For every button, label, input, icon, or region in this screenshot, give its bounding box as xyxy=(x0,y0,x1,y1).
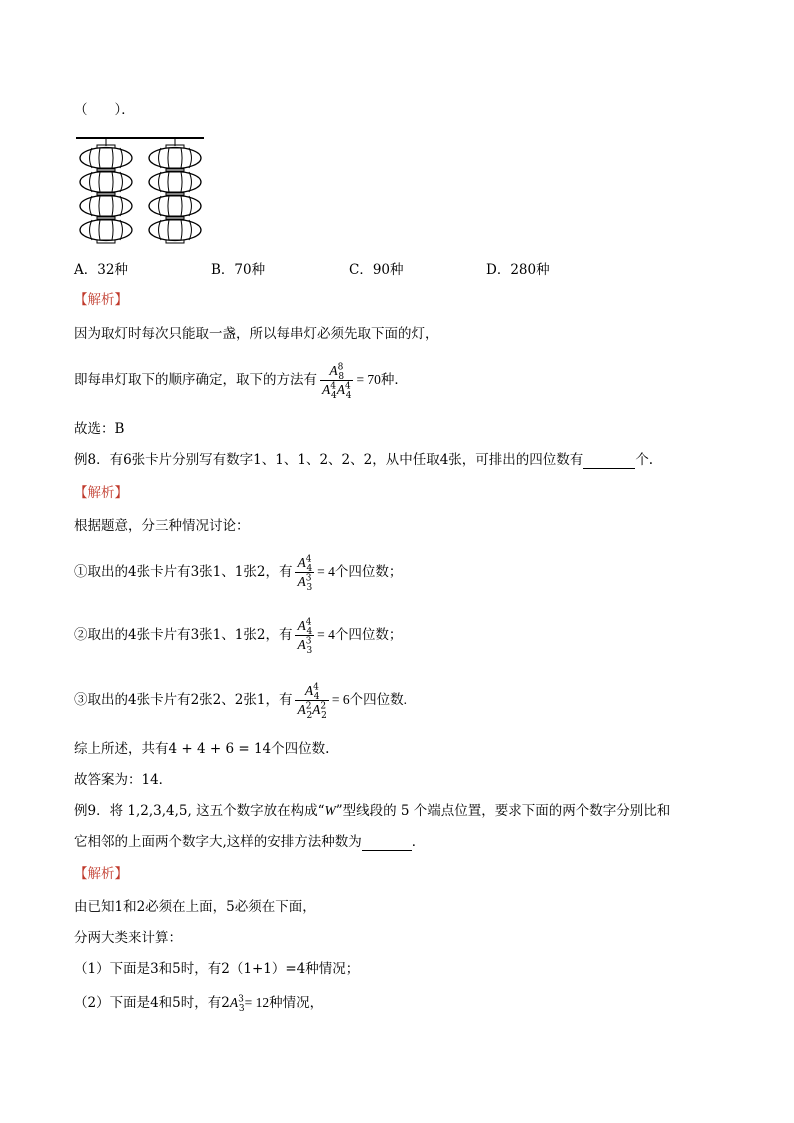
q9-stem-line1-suffix: ”型线段的 5 个端点位置，要求下面的两个数字分别比和 xyxy=(335,803,671,819)
q7-line2 xyxy=(74,360,408,400)
q8-case3-result: = 6个四位数. xyxy=(331,692,408,707)
q8-case3 xyxy=(74,680,407,720)
q8-stem-suffix: 个. xyxy=(635,452,654,468)
q7-line2-result: = 70种． xyxy=(356,372,408,387)
lantern-icon xyxy=(149,169,201,195)
q9-line3: （1）下面是3和5时，有2（1+1）=4种情况； xyxy=(74,961,360,977)
lantern-icon xyxy=(80,217,132,243)
option-a[interactable]: A．32种 xyxy=(74,262,128,278)
q9-stem-line1-prefix: 例9．将 1,2,3,4,5, 这五个数字放在构成“ xyxy=(74,803,325,819)
analysis-label-q9: 【解析】 xyxy=(74,866,128,882)
q9-line4: （2）下面是4和5时，有$2A^3_3= 12$种情况， xyxy=(74,994,324,1014)
q9-answer-blank[interactable] xyxy=(362,836,412,851)
lantern-icon xyxy=(80,145,132,171)
q8-case1-prefix: ①取出的4张卡片有3张1、1张2，有 xyxy=(74,564,293,580)
lantern-icon xyxy=(80,193,132,219)
analysis-label-q8: 【解析】 xyxy=(74,485,128,501)
lantern-column-left xyxy=(80,138,132,243)
lantern-icon xyxy=(149,217,201,243)
q7-line1: 因为取灯时每次只能取一盏，所以每串灯必须先取下面的灯， xyxy=(74,326,439,342)
q8-case3-prefix: ③取出的4张卡片有2张2、2张1，有 xyxy=(74,692,293,708)
q9-line4-suffix: = 12种情况， xyxy=(244,995,324,1010)
q9-stem-line1 xyxy=(74,802,670,820)
q9-line1: 由已知1和2必须在上面，5必须在下面， xyxy=(74,899,316,915)
q9-stem-w: W xyxy=(324,803,336,818)
q8-intro: 根据题意，分三种情况讨论： xyxy=(74,518,250,534)
lantern-icon xyxy=(149,193,201,219)
q8-answer-blank[interactable] xyxy=(583,454,635,469)
q8-answer: 故答案为：14． xyxy=(74,772,173,788)
q8-case2-prefix: ②取出的4张卡片有3张1、1张2，有 xyxy=(74,627,293,643)
option-c[interactable]: C．90种 xyxy=(349,262,404,278)
q7-line2-prefix: 即每串灯取下的顺序确定，取下的方法有 xyxy=(74,372,317,388)
q8-case2-result: = 4个四位数； xyxy=(317,627,403,642)
q7-answer: 故选：B xyxy=(74,421,125,437)
q9-line4-prefix: （2）下面是4和5时，有2 xyxy=(74,995,230,1011)
analysis-label-q7: 【解析】 xyxy=(74,292,128,308)
q8-stem xyxy=(74,451,653,469)
option-b[interactable]: B．70种 xyxy=(211,262,266,278)
lantern-illustration xyxy=(72,134,206,246)
q8-summary: 综上所述，共有4 + 4 + 6 = 14个四位数. xyxy=(74,741,330,757)
q8-case2-fraction: $\frac{A^4_4}{A^3_3}$ xyxy=(297,617,313,656)
q9-line2: 分两大类来计算： xyxy=(74,930,182,946)
q8-case2 xyxy=(74,615,402,655)
q9-line4-perm: A xyxy=(229,995,239,1010)
option-d[interactable]: D．280种 xyxy=(486,262,550,278)
q8-case1-result: = 4个四位数； xyxy=(317,564,403,579)
lantern-icon xyxy=(80,169,132,195)
q9-stem-line2-prefix: 它相邻的上面两个数字大,这样的安排方法种数为 xyxy=(74,834,362,850)
q9-stem-line2 xyxy=(74,833,425,851)
q9-stem-line2-suffix: ． xyxy=(411,834,426,850)
q8-case3-fraction: $\frac{A^4_4}{A^2_2A^2_2}$ xyxy=(297,682,327,721)
q7-fraction: $\frac{A^8_8}{A^4_4A^4_4}$ xyxy=(322,362,352,401)
lantern-column-right xyxy=(149,138,201,243)
lantern-icon xyxy=(149,145,201,171)
question-tail: （ ）． xyxy=(74,102,135,118)
q8-stem-prefix: 例8．有6张卡片分别写有数字1、1、1、2、2、2，从中任取4张，可排出的四位数有 xyxy=(74,452,584,468)
q8-case1 xyxy=(74,552,402,592)
q8-case1-fraction: $\frac{A^4_4}{A^3_3}$ xyxy=(297,554,313,593)
